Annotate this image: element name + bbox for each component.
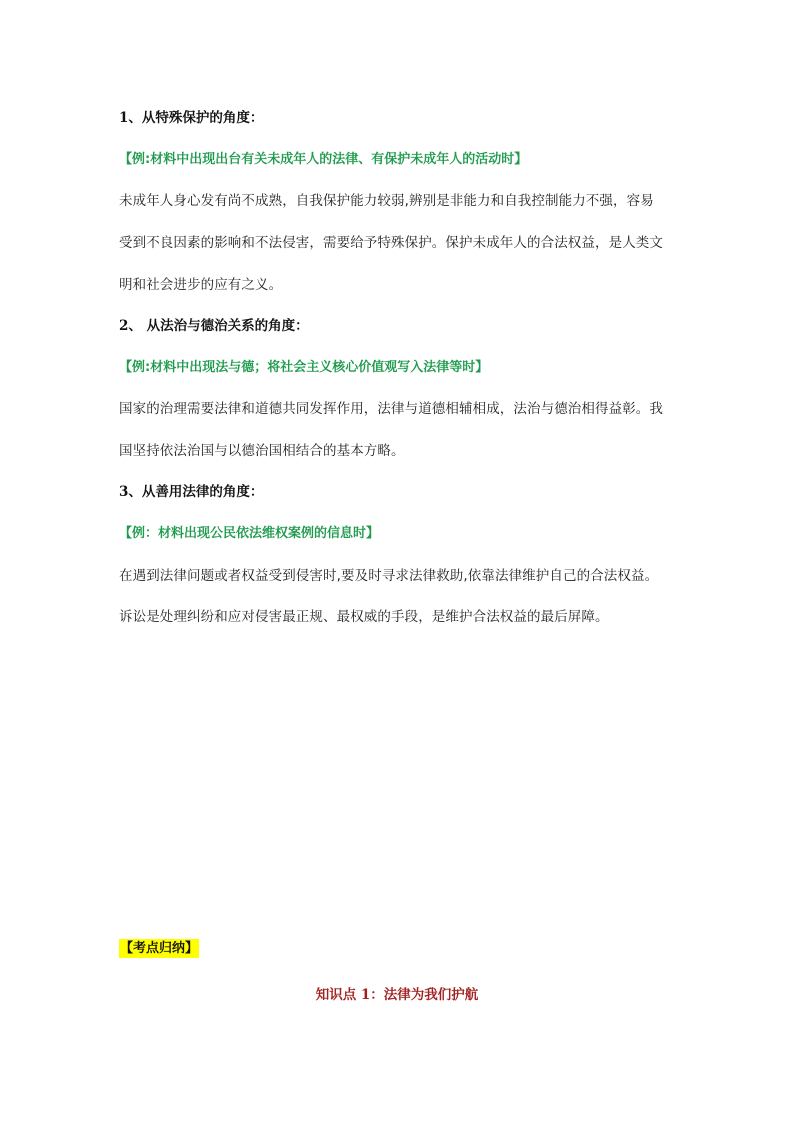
section-3-example: 【例：材料出现公民依法维权案例的信息时】 [119,526,380,541]
section-1-line-1: 未成年人身心发有尚不成熟，自我保护能力较弱,辨别是非能力和自我控制能力不强，容易 [119,193,654,209]
section-1-line-3: 明和社会进步的应有之义。 [119,277,283,293]
section-3-line-2: 诉讼是处理纠纷和应对侵害最正规、最权威的手段，是维护合法权益的最后屏障。 [119,609,609,625]
section-3-line-1: 在遇到法律问题或者权益受到侵害时,要及时寻求法律救助,依靠法律维护自己的合法权益。 [119,568,659,584]
summary-tag: 【考点归纳】 [120,941,199,956]
knowledge-point-title: 知识点 1：法律为我们护航 [315,987,479,1003]
section-2-heading: 2、 从法治与德治关系的角度： [119,318,309,334]
section-2-example: 【例:材料中出现法与德；将社会主义核心价值观写入法律等时】 [119,360,489,375]
section-1-heading: 1、从特殊保护的角度： [119,110,264,126]
section-1-line-2: 受到不良因素的影响和不法侵害，需要给予特殊保护。保护未成年人的合法权益，是人类文 [119,235,663,251]
section-1-example: 【例:材料中出现出台有关未成年人的法律、有保护未成年人的活动时】 [119,152,528,167]
section-2-line-2: 国坚持依法治国与以德治国相结合的基本方略。 [119,443,405,459]
section-3-heading: 3、从善用法律的角度： [119,484,264,500]
section-2-line-1: 国家的治理需要法律和道德共同发挥作用，法律与道德相辅相成，法治与德治相得益彰。我 [119,401,663,417]
